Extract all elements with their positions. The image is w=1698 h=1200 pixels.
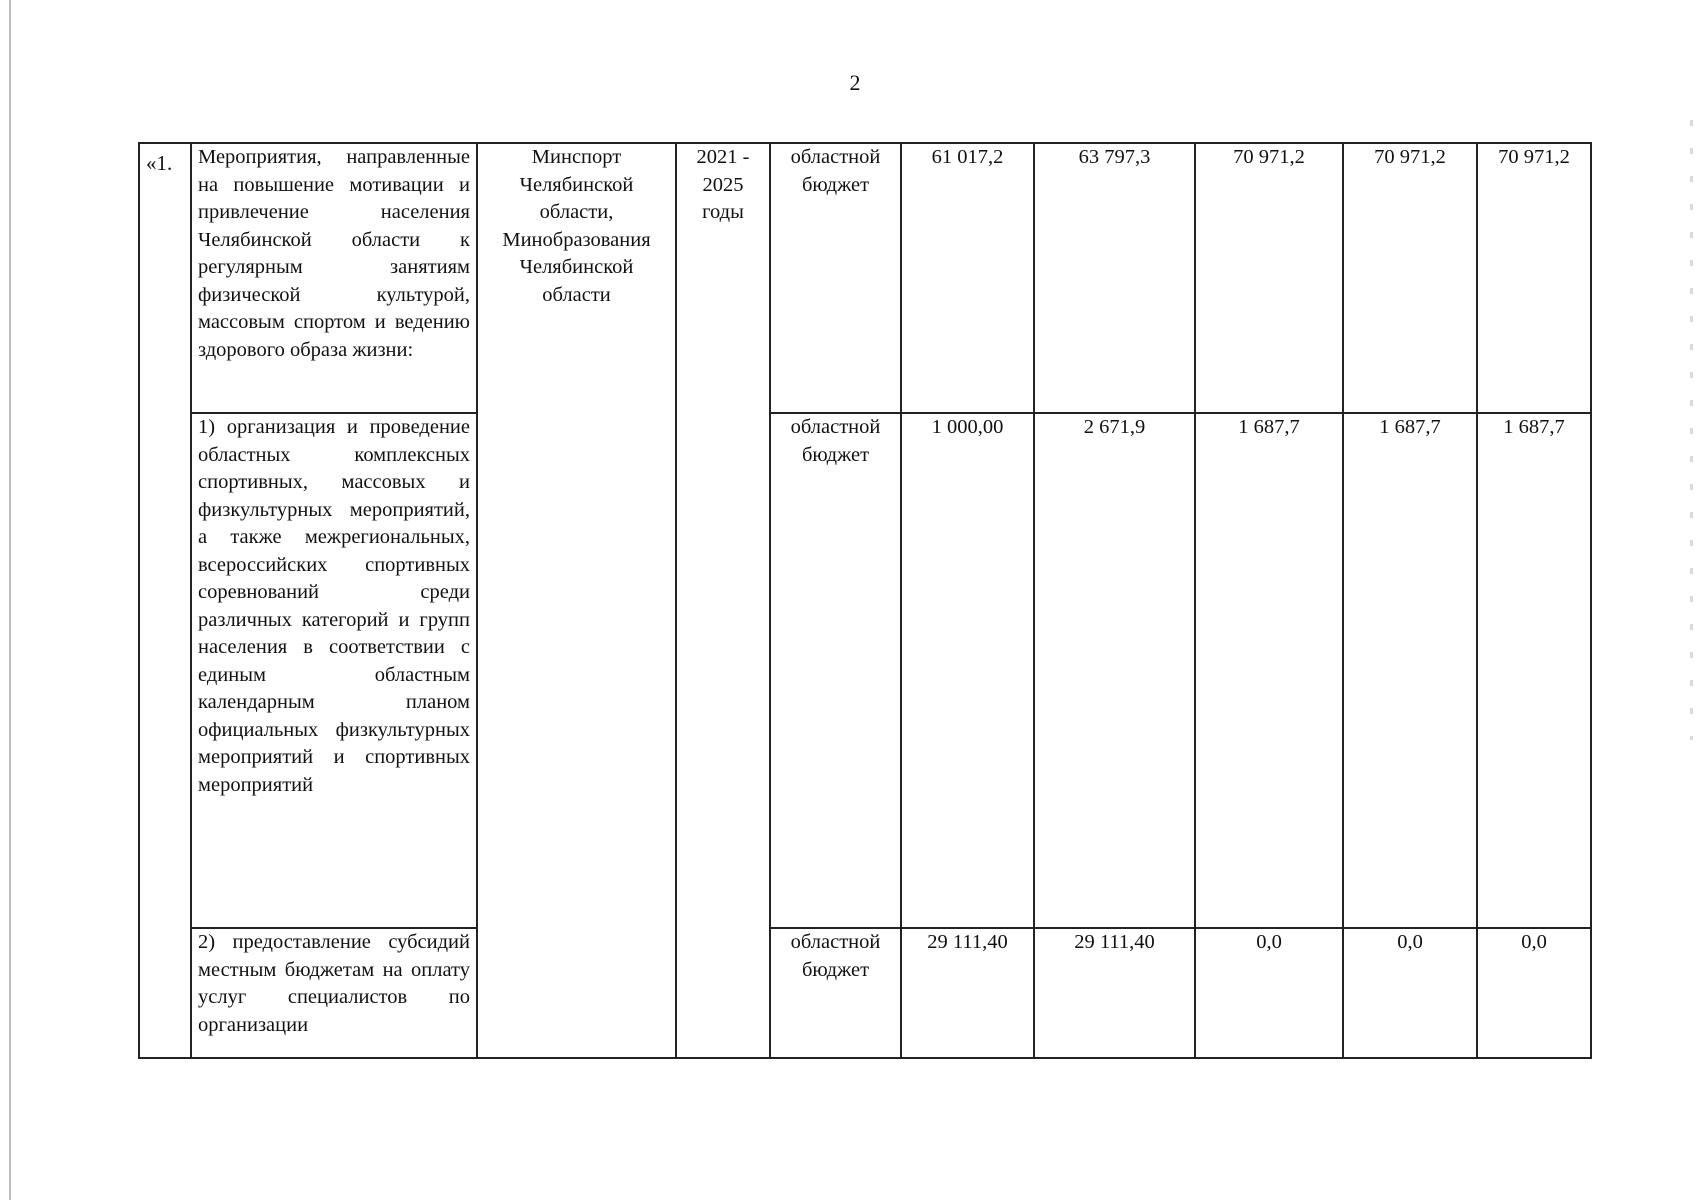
value-cell: 1 000,00 xyxy=(901,413,1034,928)
table-row xyxy=(139,413,1591,928)
value-cell: 61 017,2 xyxy=(901,143,1034,413)
value-cell: 70 971,2 xyxy=(1343,143,1477,413)
value-cell: 1 687,7 xyxy=(1195,413,1343,928)
value-cell: 2 671,9 xyxy=(1034,413,1195,928)
table-row xyxy=(139,143,1591,413)
page-number: 2 xyxy=(849,70,861,95)
value-cell: 1 687,7 xyxy=(1343,413,1477,928)
period-line: 2025 xyxy=(702,173,744,196)
scan-margin-marks xyxy=(1690,120,1693,740)
executor-line: области, xyxy=(539,201,614,223)
value-cell: 70 971,2 xyxy=(1477,143,1591,413)
row-number: «1. xyxy=(139,143,191,1058)
value-cell: 0,0 xyxy=(1195,928,1343,1058)
table-row xyxy=(139,928,1591,1058)
period-line: годы xyxy=(702,201,744,223)
value-cell: 63 797,3 xyxy=(1034,143,1195,413)
value-cell: 70 971,2 xyxy=(1195,143,1343,413)
row-description: 2) предоставление субсидий местным бюджетам на оплату услуг специалистов по организации xyxy=(191,928,477,1058)
row-description: 1) организация и проведение областных комплексных спортивных, массовых и физкультурных мероприятий, а также межрегиональных, всероссийских спортивных соревнований среди различных категорий и групп населения в соответствии с единым областным календарным планом официальных физкультурных мероприятий и спортивных мероприятий xyxy=(191,413,477,928)
value-cell: 29 111,40 xyxy=(1034,928,1195,1058)
funding-source: областной бюджет xyxy=(770,928,901,1058)
executor-line: Минобразования xyxy=(502,228,651,251)
period-cell xyxy=(676,143,770,1058)
executor-line: области xyxy=(542,283,611,306)
value-cell: 0,0 xyxy=(1343,928,1477,1058)
value-cell: 0,0 xyxy=(1477,928,1591,1058)
scan-edge-line xyxy=(9,0,11,1200)
executor-cell xyxy=(477,143,676,1058)
executor-line: Челябинской xyxy=(519,256,634,278)
period-line: 2021 - xyxy=(696,146,750,168)
executor-line: Челябинской xyxy=(519,173,634,196)
budget-table xyxy=(138,142,1592,1059)
value-cell: 29 111,40 xyxy=(901,928,1034,1058)
value-cell: 1 687,7 xyxy=(1477,413,1591,928)
row-description: Мероприятия, направленные на повышение мотивации и привлечение населения Челябинской области к регулярным занятиям физической культурой, массовым спортом и ведению здорового образа жизни: xyxy=(191,143,477,413)
funding-source: областной бюджет xyxy=(770,143,901,413)
executor-line: Минспорт xyxy=(531,146,622,168)
funding-source: областной бюджет xyxy=(770,413,901,928)
